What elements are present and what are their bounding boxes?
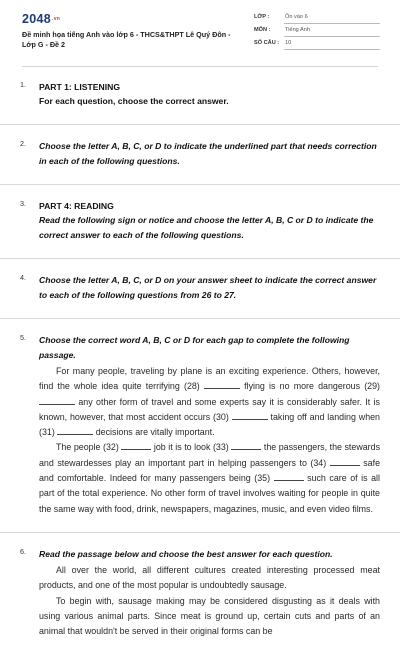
- reading-passage: [39, 563, 380, 639]
- section-title: PART 4: READING: [39, 201, 114, 211]
- passage-paragraph: The people (32) job it is to look (33) the passengers, the stewards and stewardesses play an important part in helping passengers to (34) safe and comfortable. Indeed for many passengers being (35) such care of is all part of the total experience. No other form of travel involves waiting for people in quite the same way with food, drink, newspapers, magazines, music, and even video films.: [39, 442, 381, 514]
- question-5: [0, 319, 400, 533]
- question-instruction: Choose the correct word A, B, C or D for each gap to complete the following passage.: [39, 335, 350, 360]
- page-header: [0, 0, 400, 62]
- question-3: [0, 185, 400, 259]
- meta-subject: MÔN : Tiếng Anh: [254, 27, 380, 40]
- question-4: [0, 259, 400, 319]
- question-6: [0, 533, 400, 654]
- gap-33[interactable]: [231, 441, 261, 450]
- question-number: 3.: [20, 199, 26, 208]
- question-list: [0, 66, 400, 654]
- question-number: 6.: [20, 546, 26, 556]
- passage-paragraph: All over the world, all different cultures created interesting processed meat products, and one of the most popular is undoubtedly sausage.: [39, 564, 380, 591]
- gap-28[interactable]: [204, 380, 240, 389]
- reading-passage: [39, 364, 380, 517]
- gap-35[interactable]: [274, 472, 304, 481]
- passage-paragraph: To begin with, sausage making may be considered disgusting as it deals with using various animal parts. Since meat is ground up, certain cuts and parts of an animal that wouldn't be served in their original forms can be: [39, 595, 380, 637]
- gap-32[interactable]: [121, 441, 151, 450]
- gap-31[interactable]: [57, 426, 93, 435]
- question-number: 4.: [20, 273, 26, 282]
- exam-meta: [254, 14, 380, 53]
- gap-34[interactable]: [330, 457, 360, 466]
- question-number: 5.: [20, 333, 26, 342]
- gap-30[interactable]: [232, 411, 268, 420]
- gap-29[interactable]: [39, 396, 75, 405]
- question-instruction: Choose the letter A, B, C, or D on your answer sheet to indicate the correct answer to each of the following questions from 26 to 27.: [39, 275, 377, 300]
- question-instruction: Read the following sign or notice and choose the letter A, B, C or D to indicate the correct answer to each of the following questions.: [39, 215, 374, 240]
- question-instruction: For each question, choose the correct answer.: [39, 96, 229, 106]
- question-number: 1.: [20, 80, 26, 89]
- question-number: 2.: [20, 139, 26, 148]
- site-logo[interactable]: $2048^{.vn}$: [22, 12, 61, 26]
- question-instruction: Read the passage below and choose the best answer for each question.: [39, 548, 333, 559]
- question-1: [0, 66, 400, 125]
- meta-question-count: SỐ CÂU : 10: [254, 40, 380, 53]
- question-2: [0, 125, 400, 185]
- document-title: Đề minh họa tiếng Anh vào lớp 6 - THCS&THPT Lê Quý Đôn - Lớp G - Đề 2: [22, 30, 231, 49]
- question-instruction: Choose the letter A, B, C, or D to indicate the underlined part that needs correction in each of the following questions.: [39, 141, 377, 166]
- passage-paragraph: For many people, traveling by plane is an exciting experience. Others, however, find the whole idea quite terrifying (28) flying is no more dangerous (29) any other form of travel and some experts say it is considerably safer. It is known, however, that most accident occurs (30) taking off and landing when (31) decisions are vitally important.: [39, 366, 381, 438]
- section-title: PART 1: LISTENING: [39, 82, 121, 92]
- meta-class: LỚP : Ôn vào 6: [254, 14, 380, 27]
